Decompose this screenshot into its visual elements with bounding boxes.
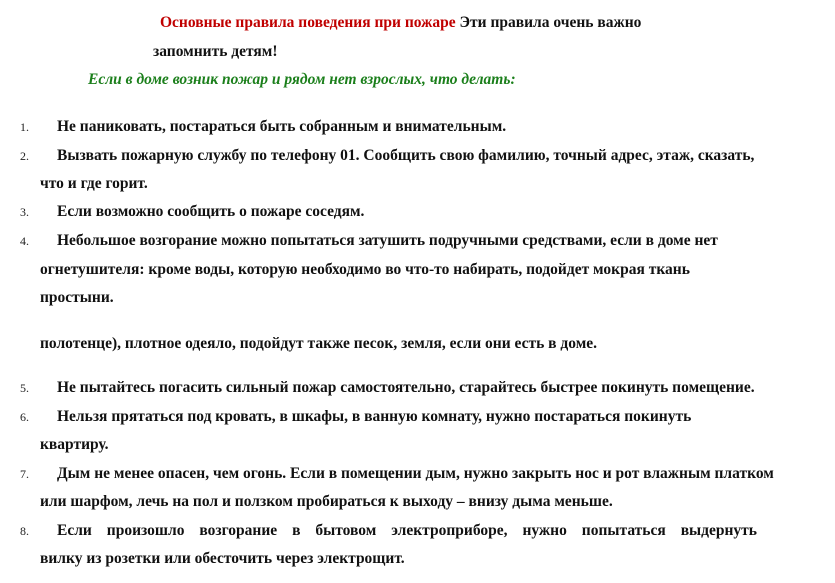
- rule-4-number: 4.: [20, 234, 29, 248]
- rule-6-line-2: квартиру.: [40, 436, 109, 453]
- rule-1-number: 1.: [20, 120, 29, 134]
- title-line-2: запомнить детям!: [153, 43, 278, 60]
- rule-6-number: 6.: [20, 410, 29, 424]
- rule-4-line-3: простыни.: [40, 289, 114, 306]
- rule-7-line-1: Дым не менее опасен, чем огонь. Если в помещении дым, нужно закрыть нос и рот влажным платком: [57, 465, 774, 482]
- subtitle: Если в доме возник пожар и рядом нет взрослых, что делать:: [88, 71, 516, 88]
- rule-7-number: 7.: [20, 467, 29, 481]
- rule-2-line-2: что и где горит.: [40, 175, 148, 192]
- rule-5-line-1: Не пытайтесь погасить сильный пожар самостоятельно, старайтесь быстрее покинуть помещение.: [57, 379, 755, 396]
- rule-3-number: 3.: [20, 205, 29, 219]
- document-title: [160, 13, 641, 33]
- rule-5-number: 5.: [20, 381, 29, 395]
- rule-7-line-2: или шарфом, лечь на пол и ползком пробираться к выходу – внизу дыма меньше.: [40, 493, 613, 510]
- rule-2-number: 2.: [20, 149, 29, 163]
- rule-8-number: 8.: [20, 524, 29, 538]
- rule-4-line-1: Небольшое возгорание можно попытаться затушить подручными средствами, если в доме нет: [57, 232, 718, 249]
- rule-3-line-1: Если возможно сообщить о пожаре соседям.: [57, 203, 365, 220]
- title-highlight: Основные правила поведения при пожаре: [160, 14, 456, 31]
- rule-2-line-1: Вызвать пожарную службу по телефону 01. Сообщить свою фамилию, точный адрес, этаж, сказать,: [57, 147, 755, 164]
- rule-4-line-4: полотенце), плотное одеяло, подойдут также песок, земля, если они есть в доме.: [40, 335, 598, 352]
- rule-1-line-1: Не паниковать, постараться быть собранным и внимательным.: [57, 118, 507, 135]
- rule-6-line-1: Нельзя прятаться под кровать, в шкафы, в ванную комнату, нужно постараться покинуть: [57, 408, 692, 425]
- rule-4-line-2: огнетушителя: кроме воды, которую необходимо во что-то набирать, подойдет мокрая ткань: [40, 261, 690, 278]
- rule-8-line-1: Если произошло возгорание в бытовом электроприборе, нужно попытаться выдернуть: [57, 522, 757, 539]
- rule-8-line-2: вилку из розетки или обесточить через электрощит.: [40, 550, 405, 567]
- title-rest: Эти правила очень важно: [459, 14, 642, 31]
